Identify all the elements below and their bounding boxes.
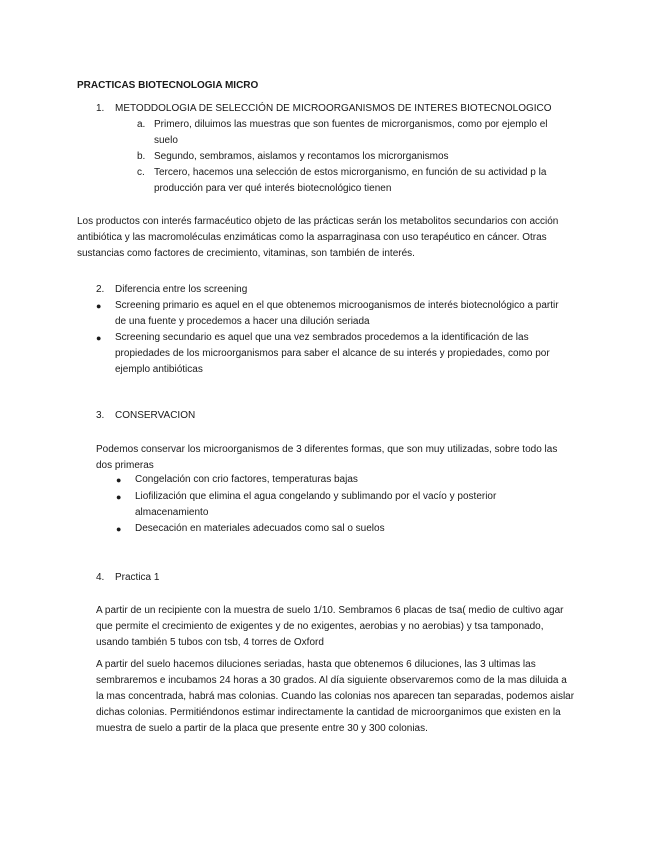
bullet-icon: ● <box>96 301 102 311</box>
section-heading-text: METODDOLOGIA DE SELECCIÓN DE MICROORGANISMOS DE INTERES BIOTECNOLOGICO <box>115 103 552 114</box>
section-heading-text: Diferencia entre los screening <box>115 284 248 295</box>
section-number: 4. <box>96 572 105 583</box>
bullet-text: Desecación en materiales adecuados como sal o suelos <box>135 523 385 534</box>
bullet-text: Screening primario es aquel en el que obtenemos microoganismos de interés biotecnológico a partir de una fuente y procedemos a hacer una dilución seriada <box>115 300 559 327</box>
document-title: PRACTICAS BIOTECNOLOGIA MICRO <box>77 80 259 91</box>
bullet-text: Congelación con crio factores, temperaturas bajas <box>135 474 358 485</box>
section-number: 3. <box>96 410 105 421</box>
list-letter: a. <box>137 119 146 130</box>
section-heading-text: Practica 1 <box>115 572 160 583</box>
section-4-paragraph: A partir del suelo hacemos diluciones seriadas, hasta que obtenemos 6 diluciones, las 3 ultimas las sembraremos e incubamos 24 horas a 30 grados. Al día siguiente observaremos como de la mas diluida a la mas concentrada, habrá mas colonias. Cuando las colonias nos aparecen tan separadas, podemos aislar dichas colonias. Permitiéndonos estimar indirectamente la cantidad de microorganimos que existen en la muestra de suelo a partir de la placa que presente entre 30 y 300 colonias. <box>96 659 575 734</box>
bullet-icon: ● <box>116 524 122 534</box>
bullet-text: Liofilización que elimina el agua congelando y sublimando por el vacío y posterior almacenamiento <box>135 491 497 518</box>
bullet-icon: ● <box>96 333 102 343</box>
section-3-paragraph: Podemos conservar los microorganismos de 3 diferentes formas, que son muy utilizadas, sobre todo las dos primeras <box>96 444 558 471</box>
list-letter: c. <box>137 167 145 178</box>
list-item-text: Segundo, sembramos, aislamos y recontamos los microrganismos <box>154 151 449 162</box>
section-number: 1. <box>96 103 105 114</box>
intro-paragraph: Los productos con interés farmacéutico objeto de las prácticas serán los metabolitos secundarios con acción antibiótica y las macromoléculas enzimáticas como la asparraginasa con uso terapéutico en cáncer. Otras sustancias como factores de crecimiento, vitaminas, son también de interés. <box>77 216 559 259</box>
list-item-text: Tercero, hacemos una selección de estos microrganismo, en función de su actividad p la producción para ver qué interés biotecnológico tienen <box>154 167 547 194</box>
bullet-icon: ● <box>116 475 122 485</box>
bullet-text: Screening secundario es aquel que una vez sembrados procedemos a la identificación de las propiedades de los microorganismos para saber el alcance de su interés y propiedades, como por ejemplo antibióticas <box>115 332 550 375</box>
section-heading-text: CONSERVACION <box>115 410 196 421</box>
list-item-text: Primero, diluimos las muestras que son fuentes de microrganismos, como por ejemplo el suelo <box>154 119 548 146</box>
bullet-icon: ● <box>116 492 122 502</box>
section-number: 2. <box>96 284 105 295</box>
list-letter: b. <box>137 151 146 162</box>
section-4-paragraph: A partir de un recipiente con la muestra de suelo 1/10. Sembramos 6 placas de tsa( medio de cultivo agar que permite el crecimiento de exigentes y de no exigentes, aerobias y no aerobias) y tsa tamponado, usando también 5 tubos con tsb, 4 torres de Oxford <box>96 605 564 648</box>
